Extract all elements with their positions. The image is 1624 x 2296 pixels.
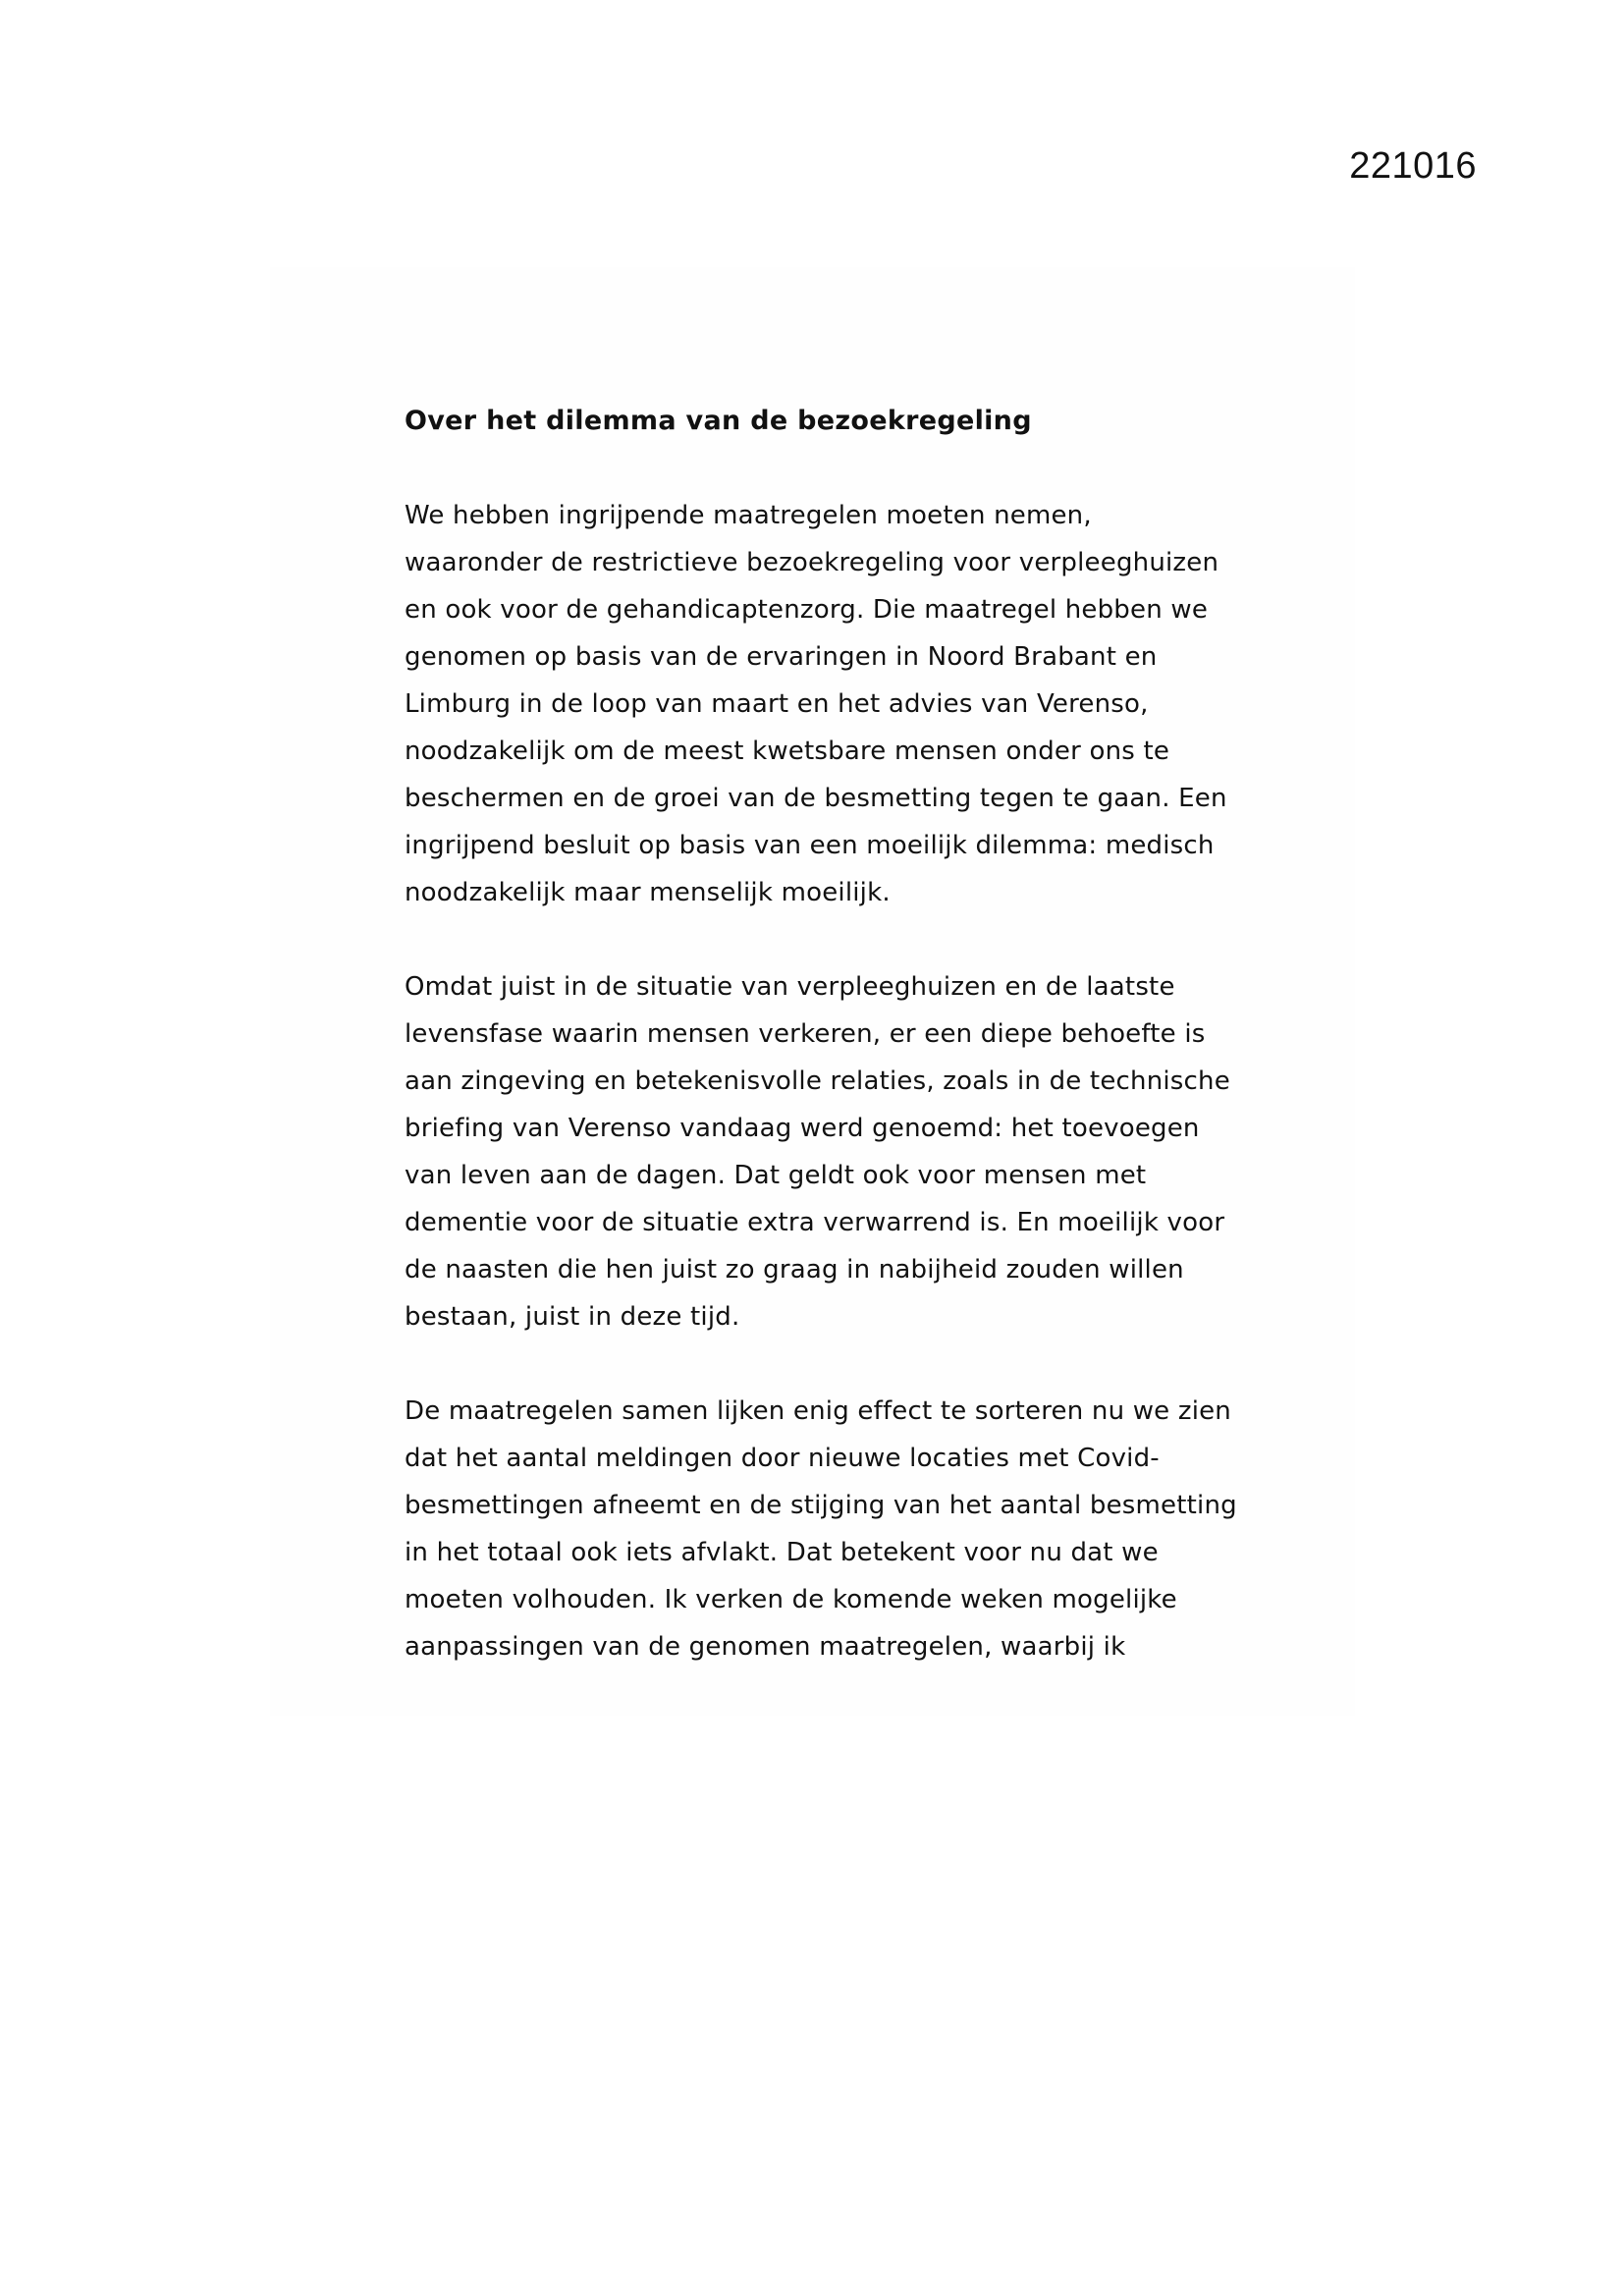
text-line: aanpassingen van de genomen maatregelen, waarbij ik <box>405 1632 1126 1662</box>
text-line: waaronder de restrictieve bezoekregeling voor verpleeghuizen <box>405 548 1219 577</box>
text-line: noodzakelijk om de meest kwetsbare mensen onder ons te <box>405 737 1170 766</box>
text-line: We hebben ingrijpende maatregelen moeten nemen, <box>405 501 1092 530</box>
section-heading: Over het dilemma van de bezoekregeling <box>405 406 1032 436</box>
text-line: Omdat juist in de situatie van verpleeghuizen en de laatste <box>405 972 1175 1002</box>
text-line: moeten volhouden. Ik verken de komende weken mogelijke <box>405 1585 1177 1614</box>
paragraph-1 <box>405 492 1259 916</box>
text-line: dementie voor de situatie extra verwarrend is. En moeilijk voor <box>405 1208 1225 1237</box>
text-line: noodzakelijk maar menselijk moeilijk. <box>405 878 891 907</box>
text-line: en ook voor de gehandicaptenzorg. Die maatregel hebben we <box>405 595 1209 625</box>
paragraph-3 <box>405 1388 1259 1670</box>
text-line: Limburg in de loop van maart en het advies van Verenso, <box>405 689 1149 719</box>
document-body <box>405 398 1259 1718</box>
text-line: besmettingen afneemt en de stijging van het aantal besmetting <box>405 1491 1237 1520</box>
text-line: De maatregelen samen lijken enig effect te sorteren nu we zien <box>405 1396 1231 1426</box>
text-line: van leven aan de dagen. Dat geldt ook voor mensen met <box>405 1161 1147 1190</box>
text-line: in het totaal ook iets afvlakt. Dat betekent voor nu dat we <box>405 1538 1159 1567</box>
text-line: genomen op basis van de ervaringen in Noord Brabant en <box>405 642 1158 672</box>
text-line: briefing van Verenso vandaag werd genoemd: het toevoegen <box>405 1114 1200 1143</box>
text-line: ingrijpend besluit op basis van een moeilijk dilemma: medisch <box>405 831 1215 860</box>
text-line: de naasten die hen juist zo graag in nabijheid zouden willen <box>405 1255 1184 1285</box>
text-line: beschermen en de groei van de besmetting tegen te gaan. Een <box>405 784 1227 813</box>
paragraph-2 <box>405 963 1259 1340</box>
text-line: aan zingeving en betekenisvolle relaties, zoals in de technische <box>405 1066 1230 1096</box>
text-line: dat het aantal meldingen door nieuwe locaties met Covid- <box>405 1444 1160 1473</box>
text-line: levensfase waarin mensen verkeren, er een diepe behoefte is <box>405 1019 1206 1049</box>
document-number: 221016 <box>1349 145 1477 187</box>
text-line: bestaan, juist in deze tijd. <box>405 1302 740 1332</box>
